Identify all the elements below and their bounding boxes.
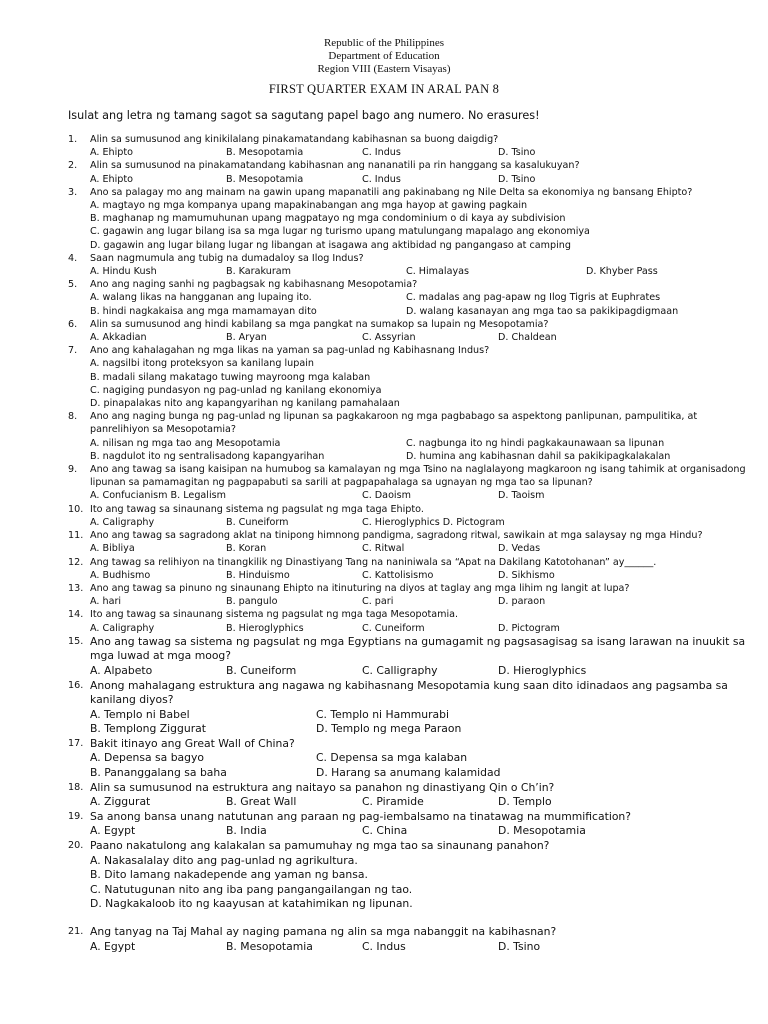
answer-options [90,569,748,582]
question-number: 1. [68,134,78,145]
question-number: 21. [68,926,84,937]
question-item [68,635,748,679]
question-list [68,133,748,954]
question-item [68,410,748,463]
answer-option: D. pinapalakas nito ang kapangyarihan ng kanilang pamahalaan [90,398,400,410]
question-stem: Ano ang kahalagahan ng mga likas na yaman sa pag-unlad ng Kabihasnang Indus? [90,345,490,357]
answer-option: C. Daoism [362,490,411,502]
answer-row [90,173,748,186]
answer-option: C. nagiging pundasyon ng pag-unlad ng kanilang ekonomiya [90,384,382,396]
question-stem: Ang tawag sa relihiyon na tinangkilik ng Dinastiyang Tang na naniniwala sa “Apat na Dakilang Katotohanan” ay______. [90,556,657,568]
question-number: 16. [68,679,84,691]
answer-option: B. Cuneiform [226,516,289,528]
question-number: 6. [68,318,78,330]
question-item [68,582,748,608]
question-number: 18. [68,781,84,793]
question-number: 7. [68,345,78,357]
question-item [68,781,748,810]
answer-option: B. Koran [226,543,267,555]
question-stem: Alin sa sumusunod ang hindi kabilang sa mga pangkat na sumakop sa lupain ng Mesopotamia? [90,318,549,330]
question-number: 14. [68,609,84,621]
answer-option: B. Aryan [226,332,267,344]
answer-option: D. Mesopotamia [498,824,586,838]
answer-option [226,489,362,502]
answer-option: A. Egypt [90,939,136,953]
answer-row [90,766,748,781]
question-stem: Ano ang tawag sa isang kaisipan na humubog sa kamalayan ng mga Tsino na naglalayong magkaroon ng isang tahimik at organisadong lipunan sa pamamagitan ng pagpapabuti sa sarili at pagpapahalaga sa ugnayan ng mga tao sa lipunan? [90,464,746,489]
answer-option: C. Indus [362,939,406,953]
answer-option: A. nilisan ng mga tao ang Mesopotamia [90,437,281,449]
question-item [68,839,748,912]
answer-option: A. Egypt [90,824,136,838]
question-item [68,679,748,737]
question-number: 17. [68,737,84,749]
exam-title: FIRST QUARTER EXAM IN ARAL PAN 8 [268,82,500,96]
answer-row [90,542,748,555]
answer-option: A. Hindu Kush [90,266,157,278]
answer-option: C. Templo ni Hammurabi [316,707,450,721]
document-header [0,37,768,76]
answer-options [90,331,748,344]
answer-row [90,595,748,608]
answer-option: A. Alpabeto [90,663,153,677]
question-stem: Saan nagmumula ang tubig na dumadaloy sa Ilog Indus? [90,252,364,264]
answer-option: C. nagbunga ito ng hindi pagkakaunawaan sa lipunan [406,437,665,449]
answer-option: B. Karakuram [226,266,292,278]
question-stem: Alin sa sumusunod ang kinikilalang pinakamatandang kabihasnan sa buong daigdig? [90,134,499,145]
answer-row [90,569,748,582]
answer-option: C. Assyrian [362,332,416,344]
answer-option: D. Taoism [498,490,545,502]
answer-option: B. Hieroglyphics [226,622,304,634]
answer-options [90,854,748,912]
answer-option: B. Great Wall [226,795,297,809]
question-stem: Ano ang tawag sa sistema ng pagsulat ng mga Egyptians na gumagamit ng pagsasagisag sa isang larawan na inuukit sa mga luwad at mga moog? [90,634,746,663]
answer-options [90,595,748,608]
answer-options [90,708,748,737]
answer-option: A. magtayo ng mga kompanya upang mapakinabangan ang mga hayop at gawing pagkain [90,200,528,212]
question-number: 11. [68,530,84,542]
answer-option: B. maghanap ng mamumuhunan upang magpatayo ng mga condominium o di kaya ay subdivision [90,213,566,225]
answer-options [90,622,748,635]
question-stem: Sa anong bansa unang natutunan ang paraan ng pag-iembalsamo na tinatawag na mummification? [90,809,632,823]
answer-row [90,708,748,723]
answer-option: D. Harang sa anumang kalamidad [316,766,501,780]
answer-options [90,173,748,186]
answer-row [90,265,748,278]
answer-options [90,489,748,502]
answer-options [90,795,748,810]
answer-option: B. Cuneiform [226,663,297,677]
question-stem: Ano ang naging bunga ng pag-unlad ng lipunan sa pagkakaroon ng mga pagbabago sa aspektong panlipunan, pampulitika, at panrelihiyon sa Mesopotamia? [90,411,698,436]
answer-option: D. Chaldean [498,332,557,344]
answer-option: A. Confucianism B. Legalism [90,490,226,502]
answer-row [90,722,748,737]
answer-option: B. Mesopotamia [226,147,304,159]
question-stem: Ano ang tawag sa pinuno ng sinaunang Ehipto na itinuturing na diyos at taglay ang mga lihim ng langit at lupa? [90,582,630,594]
answer-row [90,146,748,159]
answer-options [90,940,748,955]
question-item [68,608,748,634]
answer-option: B. Dito lamang nakadepende ang yaman ng bansa. [90,868,368,882]
question-item [68,556,748,582]
answer-option: C. Indus [362,173,401,185]
answer-option: C. Cuneiform [362,622,425,634]
question-number: 13. [68,582,84,594]
answer-option: B. hindi nagkakaisa ang mga mamamayan dito [90,305,317,317]
answer-option: A. Depensa sa bagyo [90,751,205,765]
question-item [68,318,748,344]
question-stem: Alin sa sumusunod na pinakamatandang kabihasnan ang nananatili pa rin hanggang sa kasalukuyan? [90,160,580,172]
answer-row [90,795,748,810]
answer-option: A. Bibliya [90,543,135,555]
question-number: 2. [68,160,78,172]
answer-options [90,664,748,679]
answer-option: D. Tsino [498,147,536,159]
answer-option: D. Templo [498,795,552,809]
question-item [68,925,748,954]
answer-option: A. walang likas na hangganan ang lupaing ito. [90,292,312,304]
question-number: 5. [68,279,78,291]
answer-option: C. Himalayas [406,266,470,278]
question-stem: Ito ang tawag sa sinaunang sistema ng pagsulat ng mga taga Mesopotamia. [90,609,459,621]
question-number: 20. [68,840,84,852]
question-number: 4. [68,252,78,264]
answer-option: B. Mesopotamia [226,173,304,185]
header-line-region: Region VIII (Eastern Visayas) [317,63,451,75]
answer-option: D. Tsino [498,939,541,953]
answer-option: A. Caligraphy [90,622,155,634]
answer-option: A. Ehipto [90,173,134,185]
exam-instructions: Isulat ang letra ng tamang sagot sa sagutang papel bago ang numero. No erasures! [68,109,540,122]
answer-option [498,516,628,529]
answer-options [90,265,748,278]
answer-option: D. paraon [498,596,546,608]
answer-options [90,516,748,529]
question-item [68,529,748,555]
question-item [68,186,748,252]
answer-options [90,824,748,839]
answer-options [90,357,748,410]
answer-options [90,437,748,463]
answer-option: D. Vedas [498,543,541,555]
answer-option: C. gagawin ang lugar bilang isa sa mga lugar ng turismo upang matulungang mapalago ang ekonomiya [90,226,590,238]
answer-row [90,450,748,463]
question-stem: Anong mahalagang estruktura ang nagawa ng kabihasnang Mesopotamia kung saan dito idinadaos ang pagsamba sa kanilang diyos? [90,678,728,707]
answer-option: B. India [226,824,267,838]
answer-option: D. walang kasanayan ang mga tao sa pakikipagdigmaan [406,305,679,317]
answer-option: C. Natutugunan nito ang iba pang pangangailangan ng tao. [90,882,413,896]
answer-row [90,305,748,318]
question-item [68,159,748,185]
answer-option: C. Indus [362,147,401,159]
question-number: 3. [68,186,78,198]
answer-options [90,542,748,555]
answer-row [90,824,748,839]
question-number: 8. [68,411,78,423]
answer-row [90,489,748,502]
answer-row [90,331,748,344]
answer-option: C. Piramide [362,795,424,809]
answer-option: A. Ziggurat [90,795,151,809]
answer-options [90,751,748,780]
question-item [68,503,748,529]
answer-options [90,291,748,317]
answer-option: A. Akkadian [90,332,147,344]
answer-option: A. Templo ni Babel [90,707,190,721]
answer-option: C. pari [362,596,394,608]
answer-option: A. hari [90,596,122,608]
answer-option: B. Templong Ziggurat [90,722,207,736]
answer-option: B. Pananggalang sa baha [90,766,227,780]
answer-option: D. Sikhismo [498,569,555,581]
question-spacer [68,912,748,925]
answer-option: D. Templo ng mega Paraon [316,722,462,736]
question-number: 10. [68,503,84,515]
answer-option: D. gagawin ang lugar bilang lugar ng libangan at isagawa ang aktibidad ng pangangaso at camping [90,239,571,251]
question-stem: Ang tanyag na Taj Mahal ay naging pamana ng alin sa mga nabanggit na kabihasnan? [90,925,557,938]
answer-option: B. pangulo [226,596,278,608]
answer-row [90,437,748,450]
answer-option: D. Khyber Pass [586,266,658,278]
answer-option: C. Ritwal [362,543,405,555]
header-line-republic: Republic of the Philippines [323,37,445,49]
answer-option: D. Tsino [498,173,536,185]
question-item [68,463,748,503]
answer-option: A. nagsilbi itong proteksyon sa kanilang lupain [90,358,314,370]
answer-option: A. Caligraphy [90,516,155,528]
header-line-department: Department of Education [328,50,440,62]
question-stem: Ano sa palagay mo ang mainam na gawin upang mapanatili ang pakinabang ng Nile Delta sa ekonomiya ng bansang Ehipto? [90,186,693,198]
question-item [68,344,748,410]
answer-option: C. Kattolisismo [362,569,434,581]
answer-option: B. nagdulot ito ng sentralisadong kapangyarihan [90,450,325,462]
answer-option: C. Hieroglyphics D. Pictogram [362,516,505,528]
answer-option: A. Ehipto [90,147,134,159]
question-item [68,252,748,278]
question-stem: Paano nakatulong ang kalakalan sa pamumuhay ng mga tao sa sinaunang panahon? [90,839,550,853]
answer-option: A. Budhismo [90,569,151,581]
question-stem: Bakit itinayo ang Great Wall of China? [90,736,295,750]
answer-option: B. Mesopotamia [226,939,313,953]
answer-option: B. madali silang makatago tuwing mayroong mga kalaban [90,371,371,383]
question-number: 19. [68,810,84,822]
question-number: 9. [68,464,78,476]
answer-row [90,664,748,679]
answer-option: D. Nagkakaloob ito ng kaayusan at katahimikan ng lipunan. [90,897,413,911]
answer-option: C. madalas ang pag-apaw ng Ilog Tigris at Euphrates [406,292,661,304]
answer-row [90,516,748,529]
question-stem: Ano ang tawag sa sagradong aklat na tinipong himnong pandigma, sagradong ritwal, sawikain at mga salaysay ng mga Hindu? [90,530,703,542]
answer-option: B. Hinduismo [226,569,290,581]
answer-option: A. Nakasalalay dito ang pag-unlad ng agrikultura. [90,853,358,867]
answer-option: C. China [362,824,408,838]
question-stem: Ito ang tawag sa sinaunang sistema ng pagsulat ng mga taga Ehipto. [90,503,424,515]
answer-option: C. Calligraphy [362,663,438,677]
question-stem: Alin sa sumusunod na estruktura ang naitayo sa panahon ng dinastiyang Qin o Ch’in? [90,780,555,794]
question-number: 15. [68,635,84,647]
question-item [68,810,748,839]
question-stem: Ano ang naging sanhi ng pagbagsak ng kabihasnang Mesopotamia? [90,279,418,291]
question-item [68,133,748,159]
question-item [68,737,748,781]
answer-row [90,291,748,304]
answer-option: D. Hieroglyphics [498,663,587,677]
answer-options [90,199,748,252]
answer-row [90,622,748,635]
question-item [68,278,748,318]
answer-row [90,940,748,955]
answer-option: D. humina ang kabihasnan dahil sa pakikipagkalakalan [406,450,671,462]
answer-option: C. Depensa sa mga kalaban [316,751,468,765]
question-number: 12. [68,556,84,568]
answer-options [90,146,748,159]
answer-option: D. Pictogram [498,622,560,634]
answer-row [90,751,748,766]
